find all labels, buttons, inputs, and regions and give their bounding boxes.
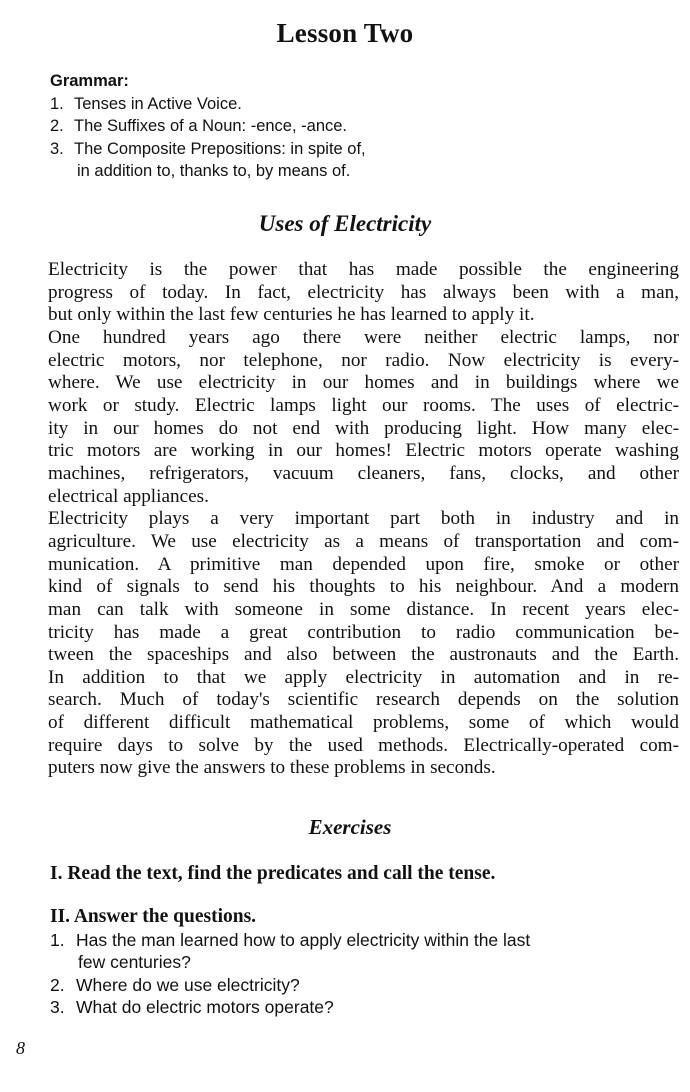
question-text: Has the man learned how to apply electricity within the last xyxy=(76,929,531,950)
question-item xyxy=(50,996,680,1019)
grammar-heading: Grammar: xyxy=(50,72,129,90)
text-line: kind of signals to send his thoughts to his neighbour. And a modern xyxy=(48,576,679,598)
page-number: 8 xyxy=(16,1038,25,1058)
grammar-item xyxy=(50,138,490,161)
text-line: electric motors, nor telephone, nor radio. Now electricity is every- xyxy=(48,349,679,371)
text-line: tricity has made a great contribution to radio communication be- xyxy=(48,621,679,643)
text-line: progress of today. In fact, electricity has always been with a man, xyxy=(48,281,679,303)
question-text: Where do we use electricity? xyxy=(76,974,300,995)
grammar-item-text: Tenses in Active Voice. xyxy=(74,94,242,113)
grammar-item xyxy=(50,93,490,116)
exercises-title: Exercises xyxy=(308,815,392,839)
question-item xyxy=(50,974,680,997)
text-line: electrical appliances. xyxy=(48,485,209,507)
question-continuation: few centuries? xyxy=(78,952,191,972)
paragraph-2 xyxy=(15,327,679,508)
text-line: tric motors are working in our homes! Electric motors operate washing xyxy=(48,440,679,462)
exercise-1: I. Read the text, find the predicates and call the tense. xyxy=(50,863,496,884)
paragraph-3 xyxy=(15,508,679,780)
exercise-2 xyxy=(50,906,680,1019)
text-line: Electricity plays a very important part both in industry and in xyxy=(48,508,679,530)
question-item xyxy=(50,929,680,952)
text-line: agriculture. We use electricity as a means of transportation and com- xyxy=(48,530,679,552)
text-line: search. Much of today's scientific research depends on the solution xyxy=(48,689,679,711)
section-title: Uses of Electricity xyxy=(258,211,432,236)
question-number: 1. xyxy=(50,929,65,950)
question-text: What do electric motors operate? xyxy=(76,997,334,1017)
grammar-item-number: 3. xyxy=(50,139,64,158)
grammar-item-text: The Composite Prepositions: in spite of, xyxy=(74,139,366,158)
text-line: puters now give the answers to these problems in seconds. xyxy=(48,757,496,779)
grammar-item-continuation: in addition to, thanks to, by means of. xyxy=(77,162,351,180)
text-line: machines, refrigerators, vacuum cleaners, fans, clocks, and other xyxy=(48,462,679,484)
grammar-item-number: 1. xyxy=(50,94,64,113)
question-number: 3. xyxy=(50,997,65,1017)
grammar-block xyxy=(50,70,490,183)
grammar-item xyxy=(50,115,490,138)
text-line: of different difficult mathematical problems, some of which would xyxy=(48,712,679,734)
article-body xyxy=(15,259,679,780)
text-line: One hundred years ago there were neither electric lamps, nor xyxy=(48,326,679,348)
question-number: 2. xyxy=(50,974,65,995)
exercise-2-heading: II. Answer the questions. xyxy=(50,906,257,927)
paragraph-1 xyxy=(15,259,679,327)
text-line: man can talk with someone in some distance. In recent years elec- xyxy=(48,598,679,620)
grammar-item-text: The Suffixes of a Noun: -ence, -ance. xyxy=(74,117,348,135)
text-line: tween the spaceships and also between the austronauts and the Earth. xyxy=(48,644,679,666)
lesson-title: Lesson Two xyxy=(276,18,414,48)
text-line: require days to solve by the used methods. Electrically-operated com- xyxy=(48,734,679,756)
text-line: Electricity is the power that has made possible the engineering xyxy=(48,259,679,280)
text-line: work or study. Electric lamps light our rooms. The uses of electric- xyxy=(48,394,679,416)
text-line: munication. A primitive man depended upon fire, smoke or other xyxy=(48,553,679,575)
text-line: In addition to that we apply electricity in automation and in re- xyxy=(48,666,679,688)
text-line: where. We use electricity in our homes and in buildings where we xyxy=(48,372,679,394)
grammar-item-number: 2. xyxy=(50,117,64,135)
text-line: ity in our homes do not end with producing light. How many elec- xyxy=(48,417,679,439)
text-line: but only within the last few centuries he has learned to apply it. xyxy=(48,304,535,326)
